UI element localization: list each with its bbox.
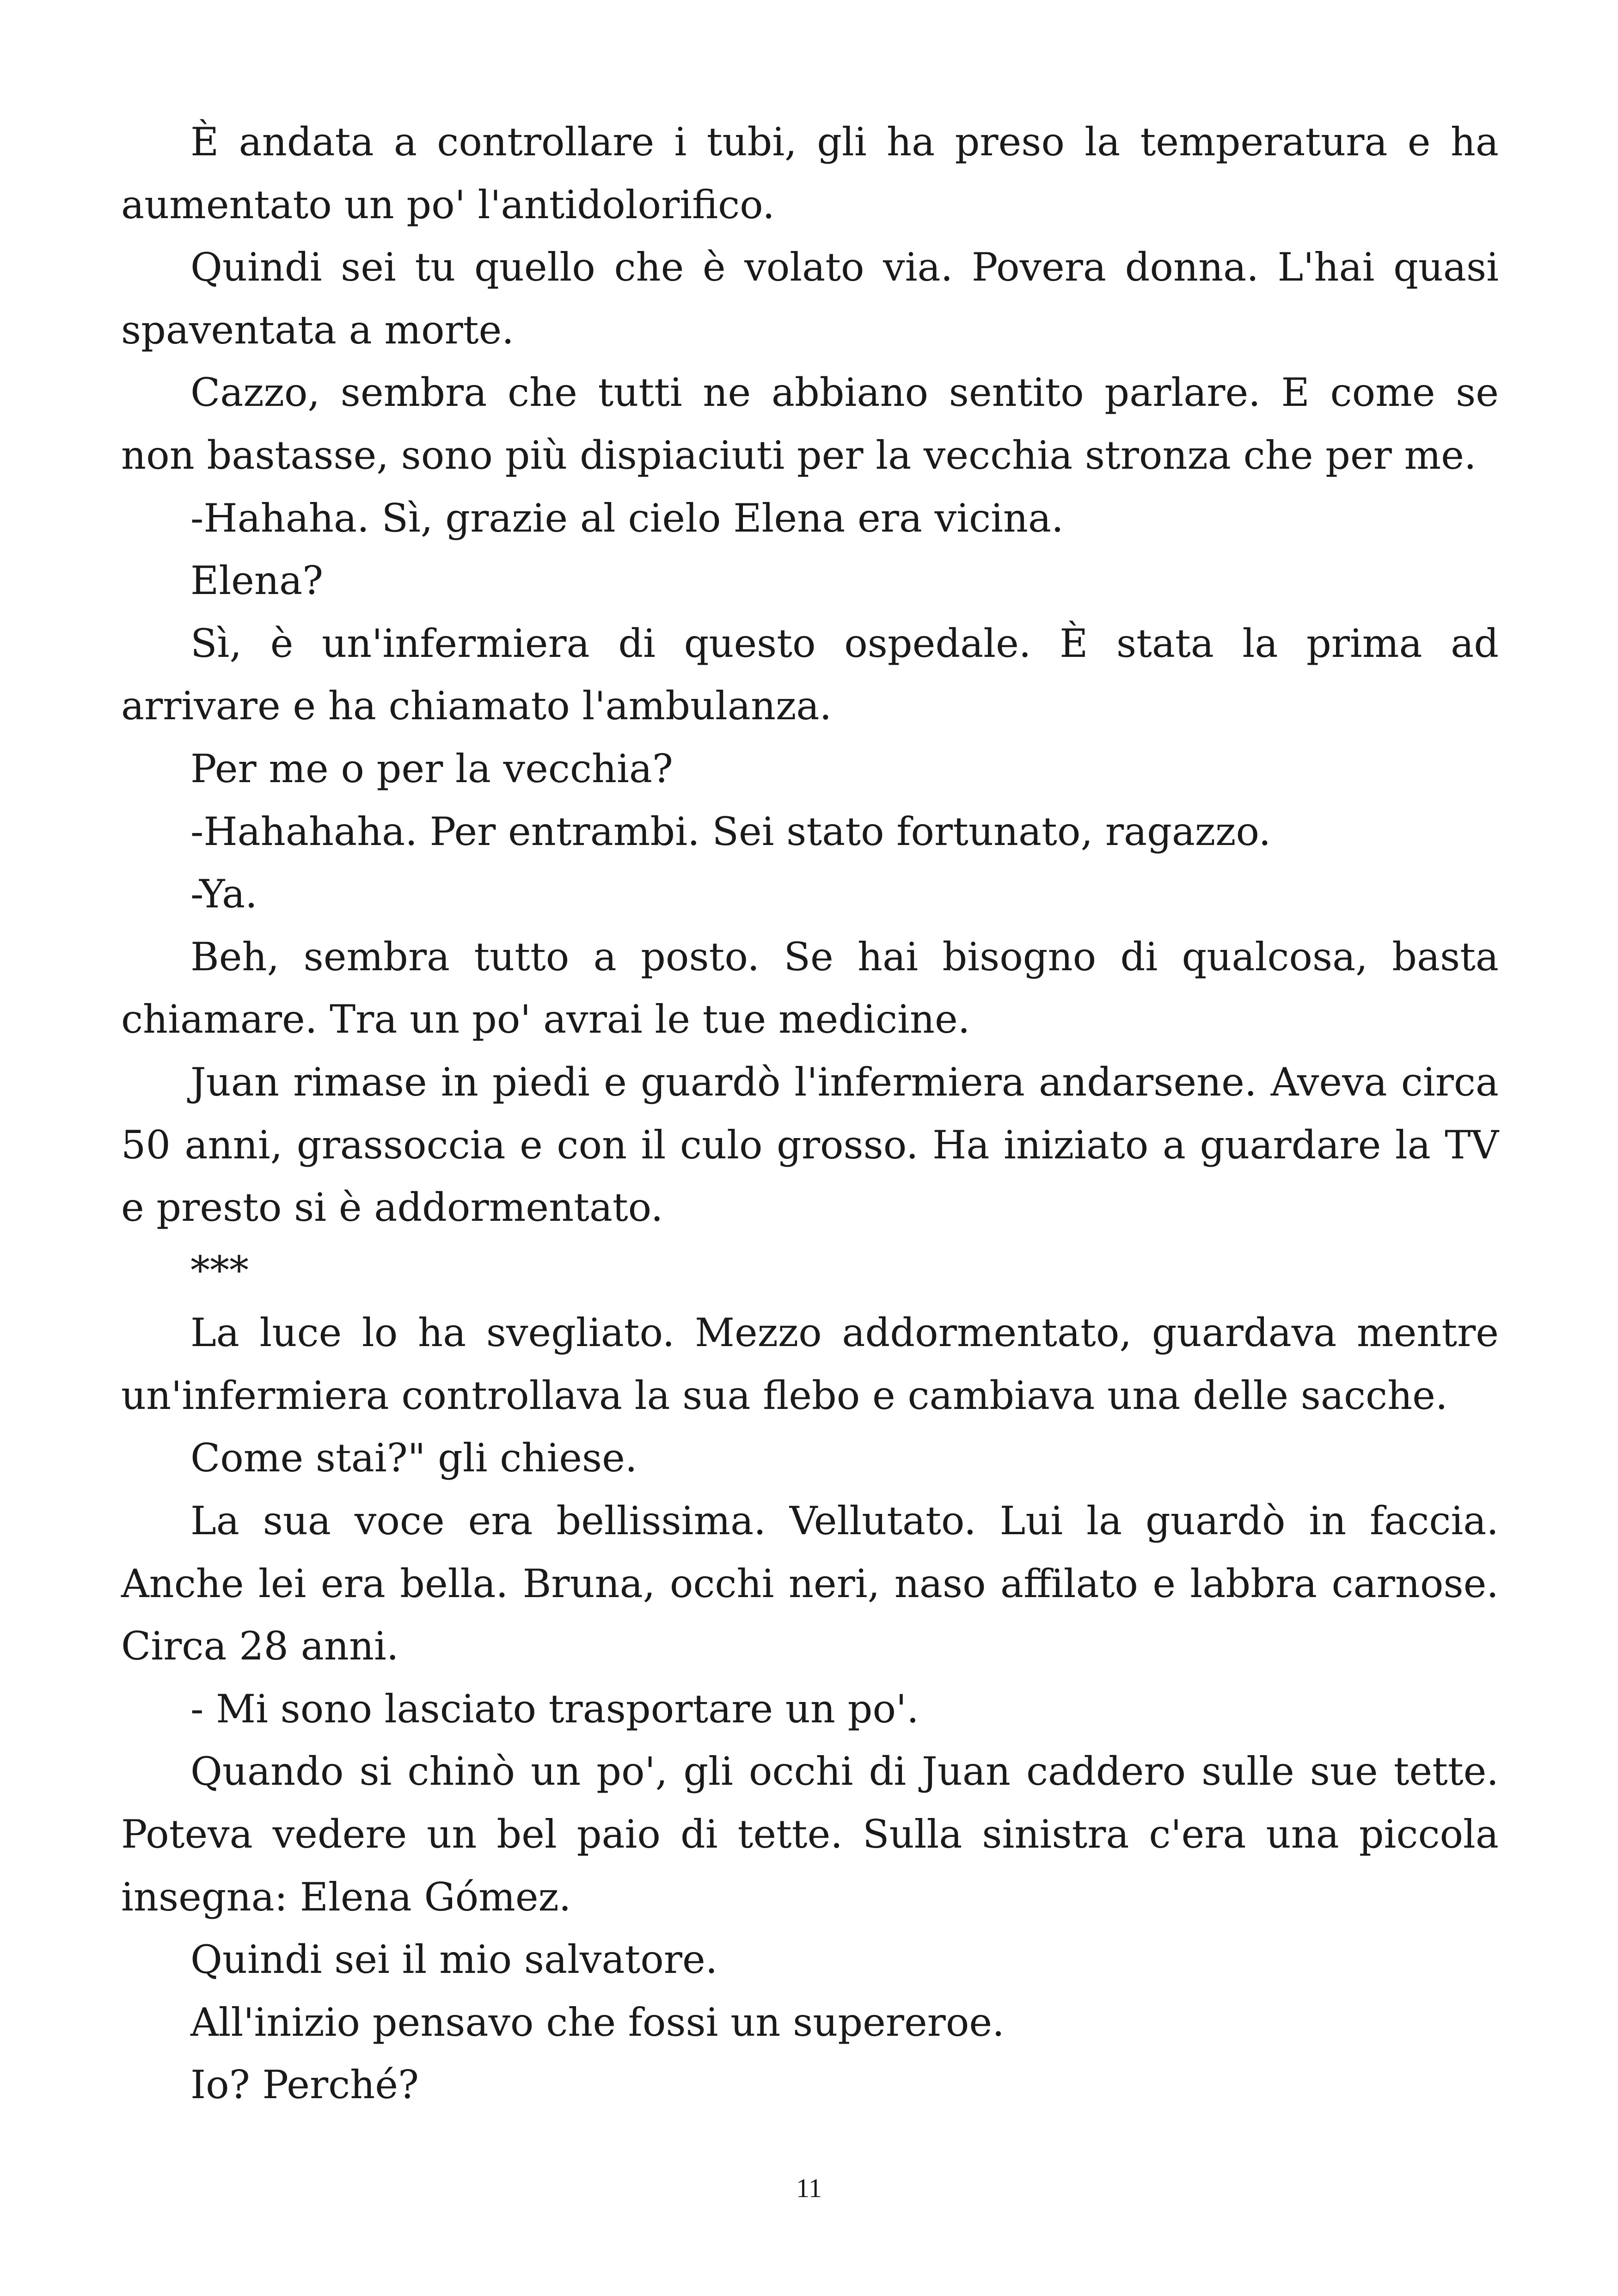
paragraph: Elena? [190,558,324,604]
paragraph: Quando si chinò un po', gli occhi di Juan caddero sulle sue tette. Poteva vedere un bel paio di tette. Sulla sinistra c'era una piccola insegna: Elena Gómez. [121,1749,1499,1920]
paragraph: Quindi sei il mio salvatore. [190,1937,718,1983]
paragraph: È andata a controllare i tubi, gli ha preso la temperatura e ha aumentato un po' l'antidolorifico. [121,119,1499,227]
paragraph: All'inizio pensavo che fossi un supereroe. [190,1999,1005,2045]
paragraph: Beh, sembra tutto a posto. Se hai bisogno di qualcosa, basta chiamare. Tra un po' avrai le tue medicine. [121,934,1499,1042]
paragraph: Io? Perché? [190,2062,419,2108]
paragraph: -Hahahaha. Per entrambi. Sei stato fortunato, ragazzo. [190,808,1271,854]
paragraph: La luce lo ha svegliato. Mezzo addormentato, guardava mentre un'infermiera controllava la sua flebo e cambiava una delle sacche. [121,1310,1499,1418]
paragraph: Quindi sei tu quello che è volato via. Povera donna. L'hai quasi spaventata a morte. [121,245,1499,353]
paragraph: Cazzo, sembra che tutti ne abbiano sentito parlare. E come se non bastasse, sono più dispiaciuti per la vecchia stronza che per me. [121,370,1499,478]
paragraph: Juan rimase in piedi e guardò l'infermiera andarsene. Aveva circa 50 anni, grassoccia e con il culo grosso. Ha iniziato a guardare la TV e presto si è addormentato. [121,1059,1499,1231]
paragraph: -Hahaha. Sì, grazie al cielo Elena era vicina. [190,495,1064,541]
paragraph: La sua voce era bellissima. Vellutato. Lui la guardò in faccia. Anche lei era bella. Bruna, occhi neri, naso affilato e labbra carnose. Circa 28 anni. [121,1498,1499,1669]
paragraph: Per me o per la vecchia? [190,746,673,791]
paragraph: Sì, è un'infermiera di questo ospedale. È stata la prima ad arrivare e ha chiamato l'ambulanza. [121,620,1499,729]
paragraph: -Ya. [190,871,257,917]
page-number: 11 [796,2173,822,2203]
scene-break: *** [190,1247,249,1293]
body-text [121,111,1499,2117]
paragraph: Come stai?" gli chiese. [190,1435,637,1481]
paragraph: - Mi sono lasciato trasportare un po'. [190,1686,919,1732]
